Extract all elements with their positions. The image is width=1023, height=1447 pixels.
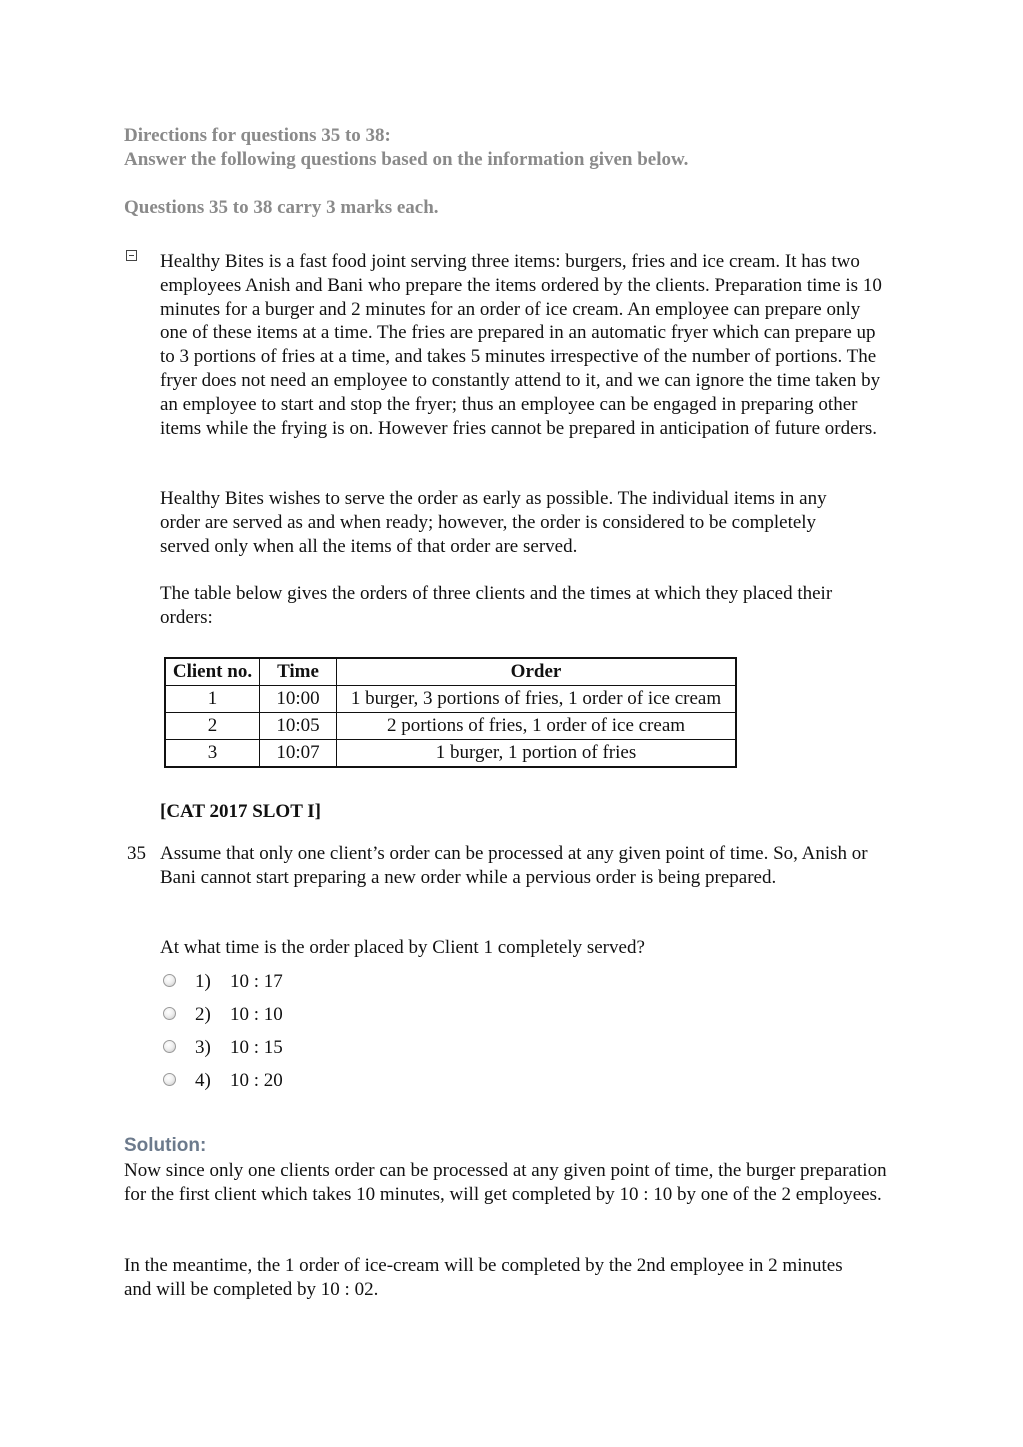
option-value: 10 : 17 (230, 971, 283, 992)
cell-time: 10:07 (260, 740, 337, 768)
table-header-row (165, 658, 736, 686)
header-order: Order (337, 658, 737, 686)
table-row (165, 740, 736, 768)
radio-button[interactable] (163, 974, 176, 987)
option-number: 3) (195, 1037, 211, 1058)
radio-button[interactable] (163, 1073, 176, 1086)
cell-time: 10:00 (260, 686, 337, 713)
collapse-icon[interactable] (126, 250, 137, 261)
cell-time: 10:05 (260, 713, 337, 740)
directions-heading: Directions for questions 35 to 38: (124, 125, 391, 146)
cell-client-no: 3 (165, 740, 260, 768)
option-number: 4) (195, 1070, 211, 1091)
cell-client-no: 1 (165, 686, 260, 713)
solution-heading: Solution: (124, 1135, 207, 1156)
directions-instruction: Answer the following questions based on the information given below. (124, 149, 689, 170)
option-number: 1) (195, 971, 211, 992)
passage-paragraph-3: The table below gives the orders of three clients and the times at which they placed their orders: (160, 583, 833, 628)
radio-button[interactable] (163, 1040, 176, 1053)
header-time: Time (260, 658, 337, 686)
header-client-no: Client no. (165, 658, 260, 686)
orders-table (164, 657, 737, 768)
cell-order: 2 portions of fries, 1 order of ice cream (337, 713, 737, 740)
table-row (165, 713, 736, 740)
option-number: 2) (195, 1004, 211, 1025)
radio-button[interactable] (163, 1007, 176, 1020)
passage-paragraph-1: Healthy Bites is a fast food joint serving three items: burgers, fries and ice cream. It has two employees Anish and Bani who prepare the items ordered by the clients. Preparation time is 10 minutes for a burger and 2 minutes for an order of ice cream. An employee can prepare only one of these items at a time. The fries are prepared in an automatic fryer which can prepare up to 3 portions of fries at a time, and takes 5 minutes irrespective of the number of portions. The fryer does not need an employee to constantly attend to it, and we can ignore the time taken by an employee to start and stop the fryer; thus an employee can be engaged in preparing other items while the frying is on. However fries cannot be prepared in anticipation of future orders. (160, 251, 882, 439)
cell-client-no: 2 (165, 713, 260, 740)
option-value: 10 : 10 (230, 1004, 283, 1025)
option-value: 10 : 15 (230, 1037, 283, 1058)
question-number: 35 (127, 843, 146, 864)
table-row (165, 686, 736, 713)
cell-order: 1 burger, 1 portion of fries (337, 740, 737, 768)
cell-order: 1 burger, 3 portions of fries, 1 order of ice cream (337, 686, 737, 713)
question-text: Assume that only one client’s order can be processed at any given point of time. So, Anish or Bani cannot start preparing a new order while a pervious order is being prepared. (160, 843, 868, 888)
marks-note: Questions 35 to 38 carry 3 marks each. (124, 197, 439, 218)
passage-paragraph-2: Healthy Bites wishes to serve the order as early as possible. The individual items in any order are served as and when ready; however, the order is considered to be completely served only when all the items of that order are served. (160, 488, 827, 557)
question-prompt: At what time is the order placed by Client 1 completely served? (160, 937, 645, 958)
source-tag: [CAT 2017 SLOT I] (160, 801, 322, 822)
solution-paragraph-1: Now since only one clients order can be processed at any given point of time, the burger preparation for the first client which takes 10 minutes, will get completed by 10 : 10 by one of the 2 employees. (124, 1160, 887, 1205)
solution-paragraph-2: In the meantime, the 1 order of ice-cream will be completed by the 2nd employee in 2 minutes and will be completed by 10 : 02. (124, 1255, 843, 1300)
option-value: 10 : 20 (230, 1070, 283, 1091)
